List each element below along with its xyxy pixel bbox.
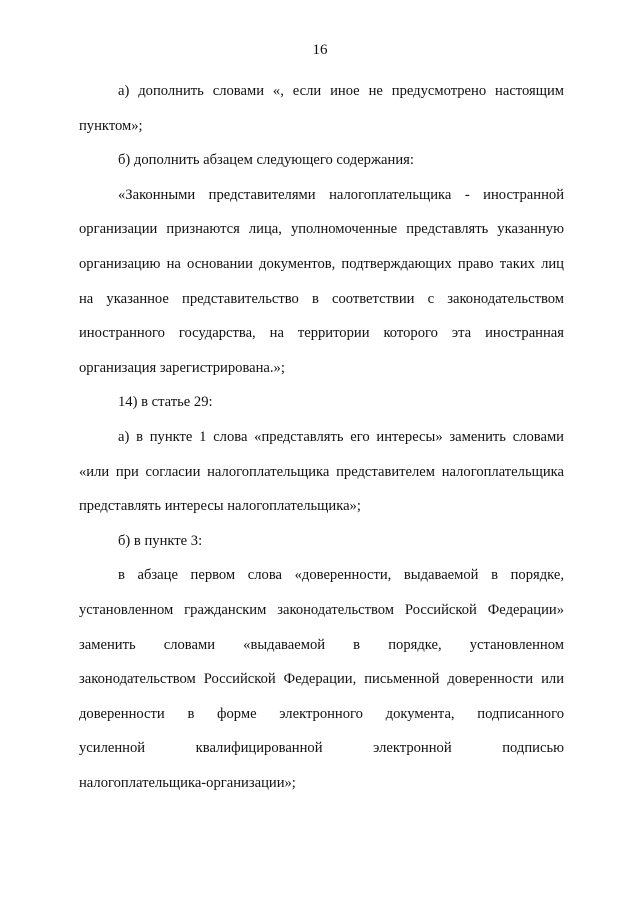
text-line: в абзаце первом слова «доверенности, выдаваемой в порядке, — [118, 567, 564, 584]
text-line: «Законными представителями налогоплательщика - иностранной — [118, 186, 564, 203]
text-line: «или при согласии налогоплательщика представителем налогоплательщика — [79, 463, 564, 480]
text-line: б) дополнить абзацем следующего содержания: — [118, 152, 414, 169]
text-line: 14) в статье 29: — [118, 394, 213, 411]
text-line: а) дополнить словами «, если иное не предусмотрено настоящим — [118, 83, 564, 99]
document-body — [79, 74, 564, 800]
text-line: установленном гражданским законодательством Российской Федерации» — [79, 601, 564, 618]
text-line: законодательством Российской Федерации, письменной доверенности или — [79, 671, 564, 688]
text-line: иностранного государства, на территории которого эта иностранная — [79, 325, 564, 342]
text-line: б) в пункте 3: — [118, 532, 203, 549]
text-line: организация зарегистрирована.»; — [79, 359, 285, 376]
text-line: заменить словами «выдаваемой в порядке, установленном — [79, 636, 564, 653]
text-line: усиленной квалифицированной электронной подписью — [79, 740, 564, 757]
text-line: а) в пункте 1 слова «представлять его интересы» заменить словами — [118, 428, 564, 445]
text-line: пунктом»; — [79, 117, 143, 134]
text-line: организацию на основании документов, подтверждающих право таких лиц — [79, 255, 564, 272]
page-number: 16 — [312, 42, 328, 58]
text-line: представлять интересы налогоплательщика»; — [79, 498, 361, 515]
text-line: налогоплательщика-организации»; — [79, 774, 296, 791]
text-line: доверенности в форме электронного документа, подписанного — [79, 705, 564, 722]
text-line: на указанное представительство в соответствии с законодательством — [79, 290, 564, 307]
text-line: организации признаются лица, уполномоченные представлять указанную — [79, 221, 564, 238]
